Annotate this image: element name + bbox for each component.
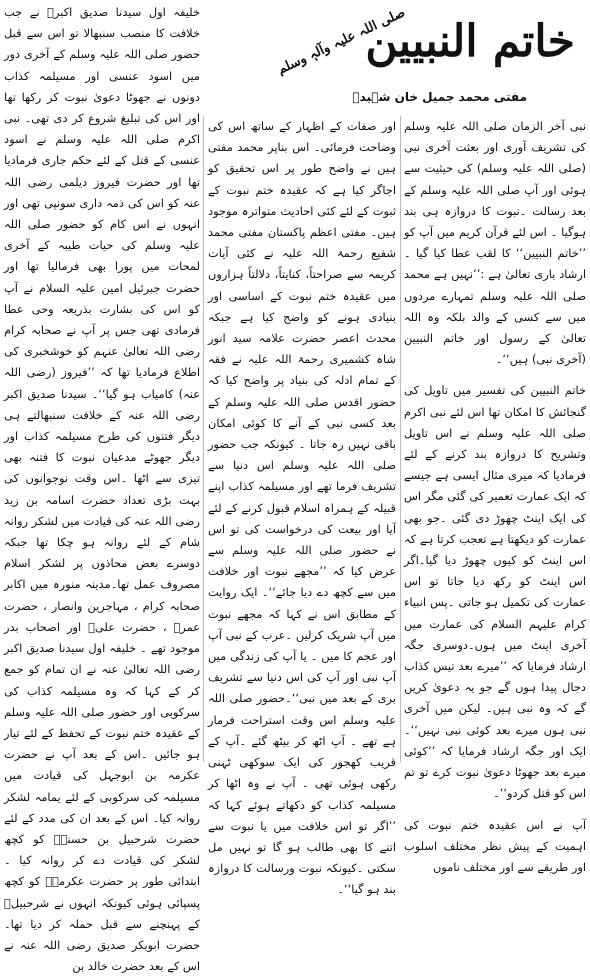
article-title: خاتم النبیین xyxy=(365,16,575,67)
article-header xyxy=(260,6,585,116)
paragraph: آپ نے اس عقیدہ ختم نبوت کی اہمیت کے پیش نظر مختلف اسلوب اور طریقے سے اور مختلف ناموں xyxy=(404,817,586,874)
paragraph: اور صفات کے اظہار کے ساتھ اس کی وضاحت فرمائی۔ اس بناپر محمد مفتی ہیں نے واضح طور پر اس تحقیق کو اجاگر کیا ہے کہ عقیدہ ختم نبوت کے ثبوت کے لئے کئی احادیث متواترہ موجود ہیں۔ مفتی اعظم پاکستان مفتی محمد شفیع رحمۃ اللہ علیہ نے کئی آیات کریمہ سے صراحتاً، کنایتاً، دلالتاً ہزاروں میں عقیدہ ختم نبوت کے اساسی اور بنیادی ہونے کو واضح کیا ہے جبکہ محدث اعصر حضرت علامہ سید انور شاہ کشمیری رحمۃ اللہ علیہ نے فقہ کے تمام ادلہ کی بنیاد پر واضح کیا کہ حضور اقدس صلی اللہ علیہ وسلم کے بعد کسی نبی کے آنے کا کوئی امکان باقی نہیں رہ جاتا ۔ کیونکہ جب حضور صلی اللہ علیہ وسلم اس دنیا سے تشریف فرما تھے اور مسیلمہ کذاب اپنے قبیلہ کے ہمراہ اسلام قبول کرنے کے لئے آیا اور بیعت کی درخواست کی تو اس نے حضور صلی اللہ علیہ وسلم سے عرض کیا کہ ’’مجھے نبوت اور خلافت میں سے کچھ دے دیا جائے‘‘۔ ایک روایت کے مطابق اس نے کہا کہ مجھے نبوت میں آپ شریک کرلیں ۔عرب کے نبی آپ اور عجم کا میں ۔ یا آپ کی زندگی میں آپ نبی اور آپ کی اس دنیا سے تشریف بری کے بعد میں نبی‘‘۔حضور صلی اللہ علیہ وسلم اس وقت استراحت فرمار ہے تھے ۔ آپ اٹھ کر بیٹھ گئے ۔آپ کے قریب کھجور کی ایک سوکھی ٹہنی رکھی ہوئی تھی ۔ آپ نے وہ اٹھا کر مسیلمہ کذاب کو دکھاتے ہوئے کہا کہ ’’اگر تو اس خلافت میں یا نبوت سے اتنے کا بھی طالب ہو گا تو نہیں مل سکتی ۔کیونکہ نبوت ورسالت کا دروازہ بند ہو گیا‘‘۔ xyxy=(208,119,396,897)
article-column-right xyxy=(404,116,586,874)
paragraph: خلیفہ اول سیدنا صدیق اکبرؓ نے جب خلافت کا منصب سنبھالا تو اس سے قبل حضور صلی اللہ علیہ وسلم کے آخری دور میں اسود عنسی اور مسیلمہ کذاب دونوں نے جھوٹا دعویٰ نبوت کر رکھا تھا اور اس کی تبلیغ شروع کر دی تھی۔ نبی اکرم صلی اللہ علیہ وسلم نے اسود عنسی کے قتل کے لئے حکم جاری فرمادیا تھا اور حضرت فیروز دیلمی رضی اللہ عنہ کو اس کی ذمہ داری سونپی تھی اور انہوں نے اس کام کو حضور صلی اللہ علیہ وسلم کی حیات طیبہ کے آخری لمحات میں پورا بھی فرمالیا تھا اور حضرت جبرئیل امین علیہ السلام نے آپ کو اس کی بشارت بذریعہ وحی عطا فرمادی تھی جس پر آپ نے صحابہ کرام رضی اللہ تعالیٰ عنہم کو خوشخبری کی اطلاع فرمادیا تھا کہ ’’فیروز (رضی اللہ عنہ) کامیاب ہو گیا‘‘۔ سیدنا صدیق اکبر رضی اللہ عنہ کے خلافت سنبھالتے ہی دیگر فتنوں کی طرح مسیلمہ کذاب اور دیگر جھوٹے مدعیان نبوت کا فتنہ بھی تیزی سے اٹھا ۔اس وقت نوجوانوں کی بہت بڑی تعداد حضرت اسامہ بن زید رضی اللہ عنہ کی قیادت میں لشکر روانہ شام کے لئے روانہ ہو چکا تھا جبکہ دوسرے بعض محاذوں پر لشکر اسلام مصروف عمل تھا۔مدینہ منورہ میں اکابر صحابہ کرام ، مہاجرین وانصار ، حضرت عمرؓ ، حضرت علیؓ اور اصحاب بدر موجود تھے ۔ خلیفہ اول سیدنا صدیق اکبر رضی اللہ تعالیٰ عنہ نے ان تمام کو جمع کر کے کہا کہ وہ مسیلمہ کذاب کی سرکوبی اور حضور صلی اللہ علیہ وسلم کے عقیدہ ختم نبوت کے تحفظ کے لئے تیار ہو جائیں ۔اس کے بعد آپ نے حضرت عکرمہ بن ابوجہل کی قیادت میں مسیلمہ کی سرکوبی کے لئے یمامہ لشکر روانہ کیا۔ اس کے بعد ان کی مدد کے لئے حضرت شرحبیل بن حسنہؓ کو کچھ لشکر کی قیادت دے کر روانہ کیا ۔ ابتدائی طور پر حضرت عکرمہؓ کو کچھ پسپائی ہوئی کیونکہ انہوں نے شرحبیلؓ کے پہنچنے سے قبل حملہ کر دیا تھا۔حضرت ابوبکر صدیق رضی اللہ عنہ نے اس کے بعد حضرت خالد بن xyxy=(4,5,200,974)
author-byline: مفتی محمد جمیل خان شہیدؒ xyxy=(352,90,527,104)
column-divider xyxy=(203,116,204,762)
article-column-left xyxy=(4,2,200,974)
paragraph: نبی آخر الزمان صلی اللہ علیہ وسلم کی تشریف آوری اور بعثت آخری نبی (صلی اللہ علیہ وسلم) کی حیثیت سے ہوئی اور آپ صلی اللہ علیہ وسلم کے بعد رسالت ۔نبوت کا دروازہ ہی بند ہوگیا ۔ اس لئے قرآن کریم میں آپ کو ’’خاتم النبیین‘‘ کا لقب عطا کیا گیا ۔ ارشاد باری تعالیٰ ہے :’’نہیں ہے محمد صلی اللہ علیہ وسلم تمہارے مردوں میں سے کسی کے والد بلکہ وہ اللہ تعالیٰ کے رسول اور خاتم النبیین (آخری نبی) ہیں‘‘۔ xyxy=(404,119,586,367)
column-divider xyxy=(400,116,401,762)
paragraph: خاتم النبیین کی تفسیر میں تاویل کی گنجائش کا امکان تھا اس لئے نبی اکرم صلی اللہ علیہ وسلم نے اس تاویل وتشریح کا دروازہ بند کرنے کے لئے فرمادیا کہ میری مثال ایسی ہے جیسے کہ ایک عمارت تعمیر کی گئی مگر اس کی ایک اینٹ چھوڑ دی گئی ۔جو بھی عمارت کو دیکھتا ہے تعجب کرتا ہے کہ اس اینٹ کو کیوں چھوڑ دیا گیا۔اگر اس اینٹ کو رکھ دیا جاتا تو اس عمارت کی تکمیل ہو جاتی ۔پس انبیاء کرام علیہم السلام کی عمارت میں آخری اینٹ میں ہوں۔دوسری جگہ ارشاد فرمایا کہ ’’میرے بعد تیس کذاب دجال پیدا ہوں گے جو یہ دعویٰ کریں گے کہ وہ نبی ہیں۔ لیکن میں آخری نبی ہوں میرے بعد کوئی نبی نہیں‘‘۔ایک اور جگہ ارشاد فرمایا کہ ’’کوئی میرے بعد جھوٹا دعویٰ نبوت کرے تو تم اس کو قتل کردو‘‘۔ xyxy=(404,383,586,801)
honorific-calligraphy: صلی اللہ علیہ وآلہٖ وسلم xyxy=(275,5,408,78)
article-column-middle xyxy=(208,116,396,897)
